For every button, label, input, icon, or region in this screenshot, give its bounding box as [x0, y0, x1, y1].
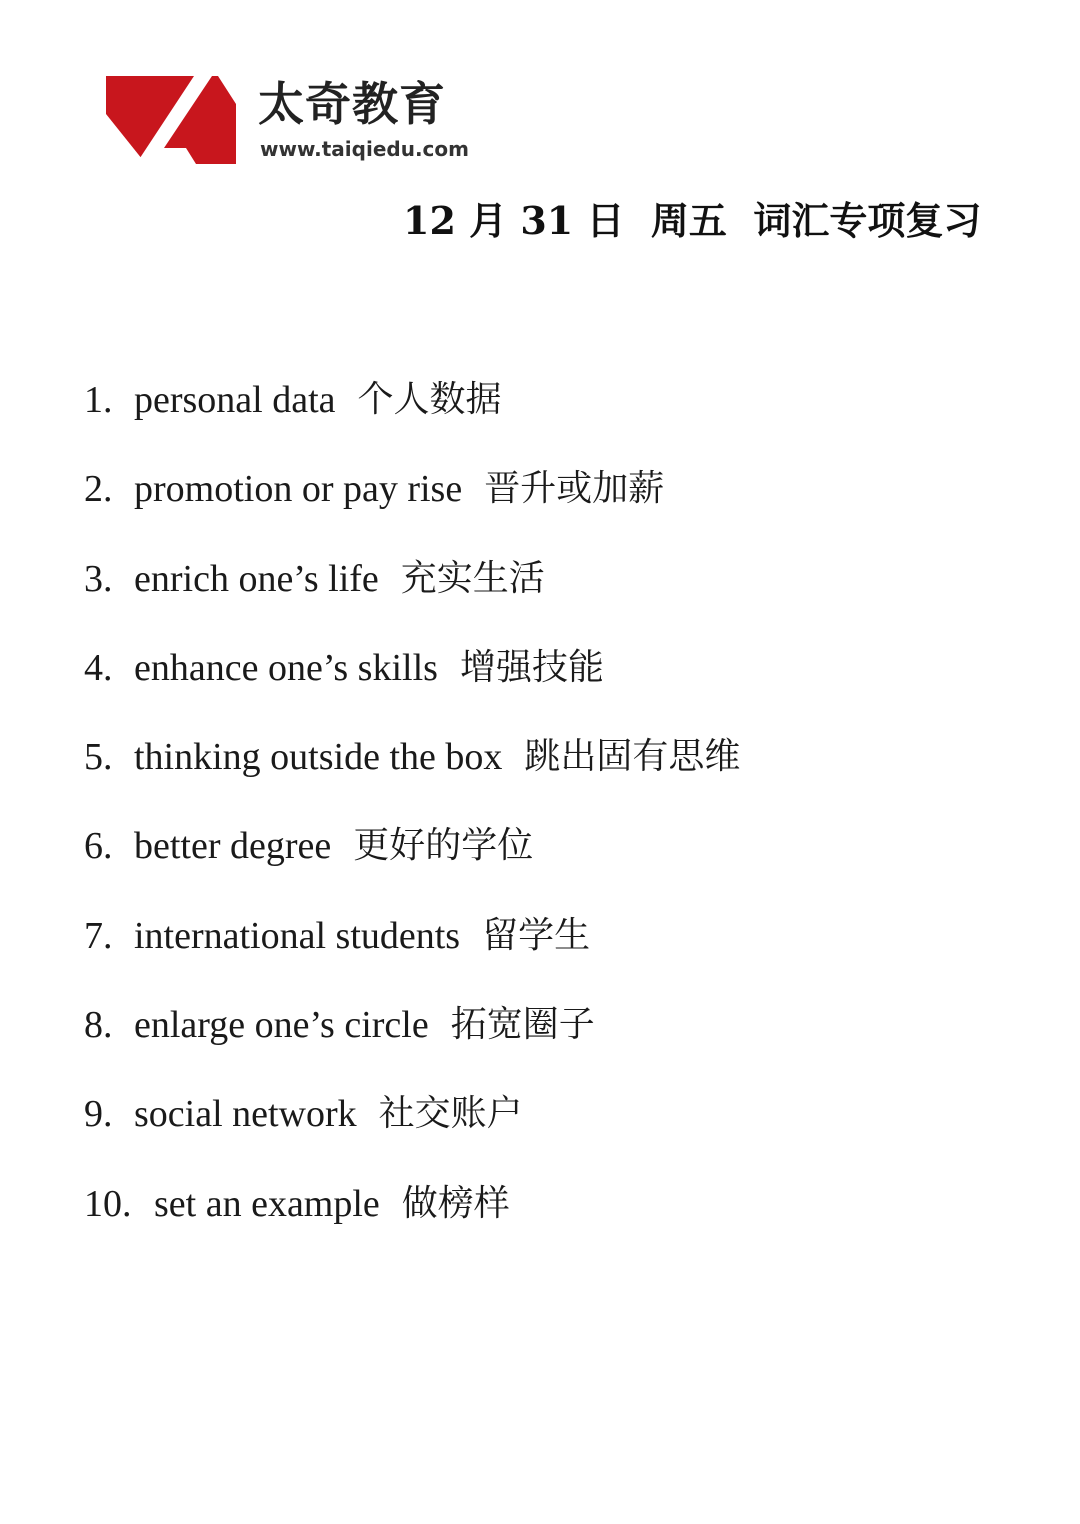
item-english: promotion or pay rise — [134, 468, 463, 511]
item-english: thinking outside the box — [134, 736, 503, 779]
vocab-item — [84, 640, 740, 729]
vocab-item — [84, 997, 740, 1086]
item-english: enhance one’s skills — [134, 646, 438, 689]
brand-mark-icon — [106, 76, 236, 164]
vocab-item — [84, 908, 740, 997]
brand-logo — [106, 76, 486, 168]
item-chinese: 晋升或加薪 — [484, 468, 665, 510]
item-number: 2. — [84, 468, 113, 511]
item-chinese: 增强技能 — [459, 646, 604, 688]
item-chinese: 做榜样 — [401, 1182, 510, 1224]
item-english: international students — [134, 914, 461, 957]
item-english: set an example — [154, 1182, 380, 1225]
item-english: enrich one’s life — [134, 557, 379, 600]
item-english: social network — [134, 1093, 357, 1136]
vocab-item — [84, 372, 740, 461]
item-number: 1. — [84, 379, 113, 421]
item-number: 7. — [84, 914, 113, 957]
item-chinese: 个人数据 — [357, 379, 502, 420]
item-number: 9. — [84, 1093, 113, 1136]
item-chinese: 充实生活 — [400, 557, 545, 599]
item-chinese: 社交账户 — [378, 1093, 523, 1135]
item-number: 4. — [84, 646, 113, 689]
item-chinese: 留学生 — [482, 914, 591, 956]
vocab-item — [84, 729, 740, 818]
item-english: better degree — [134, 825, 332, 868]
item-number: 6. — [84, 825, 113, 868]
item-english: enlarge one’s circle — [134, 1004, 429, 1047]
vocab-item — [84, 551, 740, 640]
item-number: 8. — [84, 1004, 113, 1047]
item-chinese: 拓宽圈子 — [450, 1004, 595, 1046]
item-number: 3. — [84, 557, 113, 600]
item-number: 5. — [84, 736, 113, 779]
vocab-list — [84, 372, 740, 1265]
item-number: 10. — [84, 1182, 132, 1225]
item-chinese: 更好的学位 — [353, 825, 534, 867]
brand-name: 太奇教育 — [258, 77, 446, 131]
vocab-item — [84, 1086, 740, 1175]
item-english: personal data — [134, 379, 336, 421]
page-title: 12 月 31 日 周五 词汇专项复习 — [403, 198, 982, 243]
vocab-item — [84, 1176, 740, 1265]
item-chinese: 跳出固有思维 — [524, 736, 741, 778]
brand-url: www.taiqiedu.com — [260, 137, 469, 161]
vocab-item — [84, 818, 740, 907]
vocab-item — [84, 461, 740, 550]
